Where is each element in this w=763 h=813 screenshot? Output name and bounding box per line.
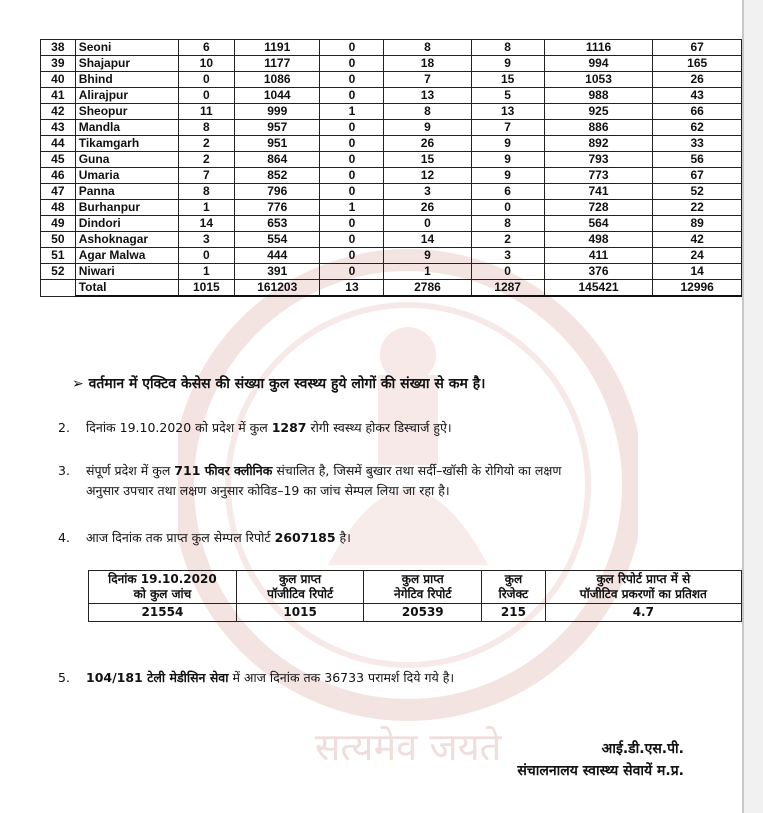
table-cell: 9 [471, 56, 544, 72]
table-cell: 5 [471, 88, 544, 104]
table-cell: 0 [320, 184, 384, 200]
table-cell: 773 [544, 168, 653, 184]
table-cell: 864 [234, 152, 320, 168]
table-cell: 1116 [544, 40, 653, 56]
district-name-cell: Bhind [75, 72, 178, 88]
table-cell: 1191 [234, 40, 320, 56]
signature-line-2: संचालनालय स्वास्थ्य सेवायें म.प्र. [517, 763, 684, 779]
table-row [41, 56, 742, 72]
table-row [41, 40, 742, 56]
table-row [41, 200, 742, 216]
table-cell: 411 [544, 248, 653, 264]
table-cell: 66 [653, 104, 742, 120]
table-row [41, 216, 742, 232]
header-negative: कुल प्राप्त नेगेटिव रिपोर्ट [364, 571, 482, 604]
table-cell: 0 [384, 216, 471, 232]
value-rejected: 215 [482, 604, 546, 622]
table-cell: 925 [544, 104, 653, 120]
district-name-cell: Tikamgarh [75, 136, 178, 152]
district-name-cell: Mandla [75, 120, 178, 136]
table-cell: 12 [384, 168, 471, 184]
value-positive: 1015 [236, 604, 364, 622]
table-cell: 89 [653, 216, 742, 232]
table-cell: 15 [384, 152, 471, 168]
table-cell: 999 [234, 104, 320, 120]
table-cell: 1287 [471, 280, 544, 297]
table-cell: 43 [653, 88, 742, 104]
table-cell: 796 [234, 184, 320, 200]
row-index-cell [41, 280, 76, 297]
table-cell: 0 [320, 216, 384, 232]
table-cell: 2 [178, 152, 234, 168]
table-row [41, 136, 742, 152]
table-cell: 1053 [544, 72, 653, 88]
table-cell: 0 [320, 264, 384, 280]
table-cell: 0 [471, 264, 544, 280]
district-name-cell: Guna [75, 152, 178, 168]
table-cell: 52 [653, 184, 742, 200]
table-cell: 12996 [653, 280, 742, 297]
signature-line-1: आई.डी.एस.पी. [601, 741, 684, 757]
table-cell: 728 [544, 200, 653, 216]
table-cell: 22 [653, 200, 742, 216]
item-text: दिनांक 19.10.2020 को प्रदेश में कुल 1287 रोगी स्वस्थ्य होकर डिस्चार्ज हुऐ। [86, 420, 452, 435]
table-cell: 42 [653, 232, 742, 248]
table-cell: 564 [544, 216, 653, 232]
table-cell: 67 [653, 168, 742, 184]
district-name-cell: Alirajpur [75, 88, 178, 104]
signature-block [517, 738, 684, 782]
value-percent: 4.7 [545, 604, 741, 622]
active-cases-bullet: ➢ वर्तमान में एक्टिव केसेस की संख्या कुल स्वस्थ्य हुये लोगों की संख्या से कम है। [72, 376, 486, 392]
district-name-cell: Niwari [75, 264, 178, 280]
district-name-cell: Total [75, 280, 178, 297]
table-cell: 165 [653, 56, 742, 72]
table-cell: 1 [320, 104, 384, 120]
row-index-cell: 51 [41, 248, 76, 264]
table-cell: 0 [320, 168, 384, 184]
district-name-cell: Burhanpur [75, 200, 178, 216]
district-name-cell: Agar Malwa [75, 248, 178, 264]
table-cell: 1 [178, 264, 234, 280]
table-cell: 2 [178, 136, 234, 152]
table-cell: 2786 [384, 280, 471, 297]
table-cell: 3 [384, 184, 471, 200]
table-cell: 8 [384, 104, 471, 120]
row-index-cell: 46 [41, 168, 76, 184]
table-cell: 0 [320, 72, 384, 88]
table-cell: 8 [178, 184, 234, 200]
table-cell: 0 [320, 88, 384, 104]
row-index-cell: 42 [41, 104, 76, 120]
table-row [41, 184, 742, 200]
table-cell: 3 [178, 232, 234, 248]
row-index-cell: 45 [41, 152, 76, 168]
table-row [41, 232, 742, 248]
table-cell: 892 [544, 136, 653, 152]
table-cell: 2 [471, 232, 544, 248]
row-index-cell: 48 [41, 200, 76, 216]
table-cell: 67 [653, 40, 742, 56]
table-cell: 957 [234, 120, 320, 136]
table-cell: 1086 [234, 72, 320, 88]
table-cell: 1015 [178, 280, 234, 297]
district-name-cell: Panna [75, 184, 178, 200]
table-cell: 0 [320, 136, 384, 152]
table-cell: 9 [384, 120, 471, 136]
table-cell: 24 [653, 248, 742, 264]
table-cell: 1 [384, 264, 471, 280]
table-cell: 10 [178, 56, 234, 72]
table-cell: 0 [178, 88, 234, 104]
table-cell: 0 [471, 200, 544, 216]
table-cell: 8 [384, 40, 471, 56]
header-total-tests: दिनांक 19.10.2020 को कुल जांच [89, 571, 237, 604]
table-cell: 8 [471, 216, 544, 232]
table-cell: 9 [471, 152, 544, 168]
row-index-cell: 50 [41, 232, 76, 248]
value-negative: 20539 [364, 604, 482, 622]
table-cell: 13 [471, 104, 544, 120]
table-cell: 33 [653, 136, 742, 152]
district-name-cell: Ashoknagar [75, 232, 178, 248]
table-cell: 0 [320, 232, 384, 248]
table-cell: 7 [471, 120, 544, 136]
table-cell: 951 [234, 136, 320, 152]
table-cell: 13 [384, 88, 471, 104]
district-name-cell: Sheopur [75, 104, 178, 120]
table-cell: 444 [234, 248, 320, 264]
item-3 [58, 461, 728, 503]
item-number: 3. [58, 463, 70, 478]
table-cell: 26 [384, 200, 471, 216]
svg-text:सत्यमेव जयते: सत्यमेव जयते [314, 725, 502, 769]
table-cell: 886 [544, 120, 653, 136]
table-cell: 14 [384, 232, 471, 248]
item-number: 5. [58, 670, 70, 685]
table-cell: 391 [234, 264, 320, 280]
table-cell: 0 [320, 56, 384, 72]
district-name-cell: Shajapur [75, 56, 178, 72]
row-index-cell: 47 [41, 184, 76, 200]
table-cell: 0 [320, 152, 384, 168]
row-index-cell: 52 [41, 264, 76, 280]
table-cell: 653 [234, 216, 320, 232]
table-row [41, 88, 742, 104]
district-table [40, 39, 742, 297]
table-cell: 6 [471, 184, 544, 200]
table-row [41, 72, 742, 88]
row-index-cell: 43 [41, 120, 76, 136]
viewer-gutter [744, 0, 763, 813]
table-cell: 1 [320, 200, 384, 216]
row-index-cell: 38 [41, 40, 76, 56]
table-row [41, 264, 742, 280]
table-cell: 7 [384, 72, 471, 88]
district-name-cell: Dindori [75, 216, 178, 232]
table-cell: 3 [471, 248, 544, 264]
table-cell: 0 [320, 40, 384, 56]
header-positive: कुल प्राप्त पॉजीटिव रिपोर्ट [236, 571, 364, 604]
row-index-cell: 44 [41, 136, 76, 152]
table-cell: 554 [234, 232, 320, 248]
header-percent: कुल रिपोर्ट प्राप्त में से पॉजीटिव प्रकरणों का प्रतिशत [545, 571, 741, 604]
table-cell: 26 [653, 72, 742, 88]
table-cell: 8 [471, 40, 544, 56]
table-cell: 0 [178, 248, 234, 264]
table-cell: 161203 [234, 280, 320, 297]
item-text: संपूर्ण प्रदेश में कुल 711 फीवर क्लीनिक संचालित है, जिसमें बुखार तथा सर्दी–खॉसी के रोगियो का लक्षण अनुसार उपचार तथा लक्षण अनुसार कोविड–19 का जांच सेम्पल लिया जा रहा है। [86, 463, 562, 498]
item-text: आज दिनांक तक प्राप्त कुल सेम्पल रिपोर्ट 2607185 है। [86, 530, 351, 545]
table-cell: 13 [320, 280, 384, 297]
table-cell: 9 [471, 168, 544, 184]
row-index-cell: 41 [41, 88, 76, 104]
table-cell: 793 [544, 152, 653, 168]
table-cell: 0 [178, 72, 234, 88]
row-index-cell: 40 [41, 72, 76, 88]
table-cell: 741 [544, 184, 653, 200]
table-cell: 56 [653, 152, 742, 168]
table-cell: 0 [320, 248, 384, 264]
table-cell: 994 [544, 56, 653, 72]
table-cell: 145421 [544, 280, 653, 297]
header-rejected: कुल रिजेक्ट [482, 571, 546, 604]
table-cell: 776 [234, 200, 320, 216]
table-cell: 498 [544, 232, 653, 248]
value-total-tests: 21554 [89, 604, 237, 622]
table-cell: 9 [384, 248, 471, 264]
table-cell: 6 [178, 40, 234, 56]
table-cell: 11 [178, 104, 234, 120]
table-row [41, 248, 742, 264]
watermark-seal [178, 235, 638, 795]
table-cell: 18 [384, 56, 471, 72]
row-index-cell: 39 [41, 56, 76, 72]
table-cell: 8 [178, 120, 234, 136]
table-row [41, 152, 742, 168]
summary-table [88, 570, 742, 622]
table-cell: 9 [471, 136, 544, 152]
item-number: 2. [58, 420, 70, 435]
table-cell: 1 [178, 200, 234, 216]
total-row [41, 280, 742, 297]
table-cell: 62 [653, 120, 742, 136]
table-cell: 1177 [234, 56, 320, 72]
table-cell: 988 [544, 88, 653, 104]
table-cell: 0 [320, 120, 384, 136]
table-cell: 26 [384, 136, 471, 152]
table-cell: 376 [544, 264, 653, 280]
table-row [41, 168, 742, 184]
table-cell: 15 [471, 72, 544, 88]
table-row [41, 120, 742, 136]
item-number: 4. [58, 530, 70, 545]
table-cell: 14 [178, 216, 234, 232]
item-text: 104/181 टेली मेडीसिन सेवा में आज दिनांक तक 36733 परामर्श दिये गये है। [86, 670, 455, 685]
table-row [41, 104, 742, 120]
table-cell: 14 [653, 264, 742, 280]
table-cell: 1044 [234, 88, 320, 104]
district-name-cell: Umaria [75, 168, 178, 184]
table-cell: 852 [234, 168, 320, 184]
table-cell: 7 [178, 168, 234, 184]
district-name-cell: Seoni [75, 40, 178, 56]
row-index-cell: 49 [41, 216, 76, 232]
